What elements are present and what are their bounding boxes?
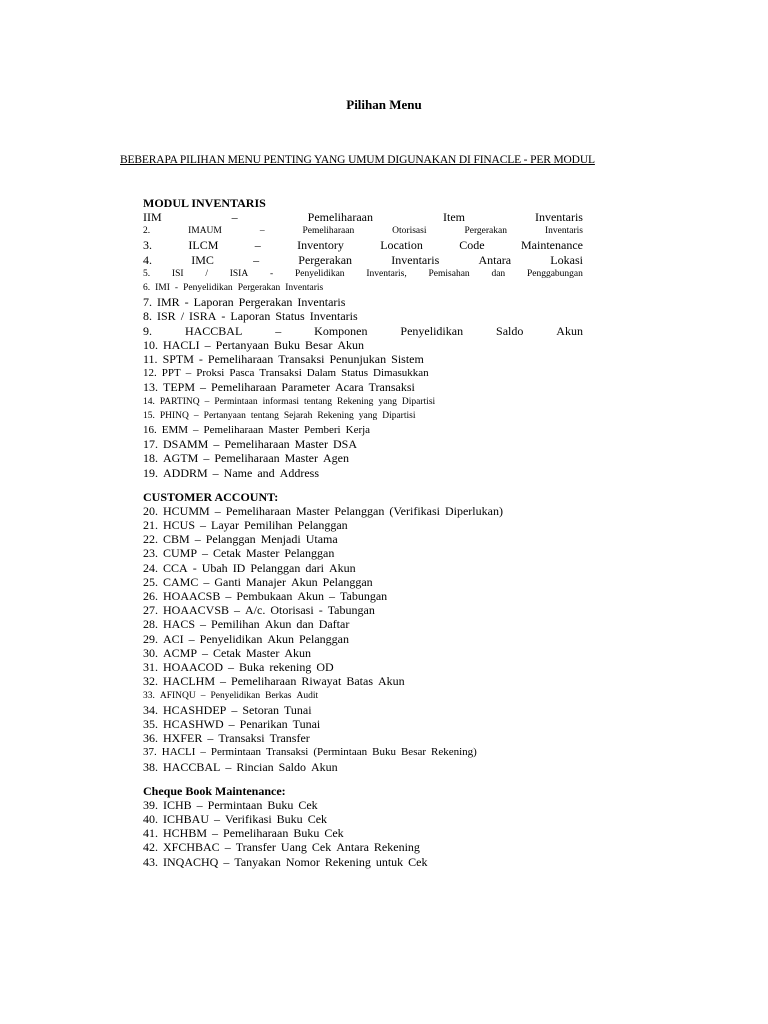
menu-item: 11. SPTM - Pemeliharaan Transaksi Penunjukan Sistem bbox=[143, 352, 424, 367]
menu-item: 7. IMR - Laporan Pergerakan Inventaris bbox=[143, 295, 346, 310]
menu-item: 8. ISR / ISRA - Laporan Status Inventaris bbox=[143, 309, 358, 324]
menu-section bbox=[143, 196, 583, 480]
menu-content bbox=[143, 196, 583, 879]
menu-item: 38. HACCBAL – Rincian Saldo Akun bbox=[143, 759, 338, 774]
menu-item: 12. PPT – Proksi Pasca Transaksi Dalam Status Dimasukkan bbox=[143, 367, 429, 380]
menu-item: 20. HCUMM – Pemeliharaan Master Pelanggan (Verifikasi Diperlukan) bbox=[143, 503, 503, 518]
menu-item: 5. ISI / ISIA - Penyelidikan Inventaris, Pemisahan dan Penggabungan bbox=[143, 268, 583, 279]
menu-item: 30. ACMP – Cetak Master Akun bbox=[143, 645, 312, 660]
section-heading: Cheque Book Maintenance: bbox=[143, 783, 286, 798]
menu-item: 2. IMAUM – Pemeliharaan Otorisasi Pergerakan Inventaris bbox=[143, 226, 583, 237]
menu-item: 25. CAMC – Ganti Manajer Akun Pelanggan bbox=[143, 574, 373, 589]
menu-item: 4. IMC – Pergerakan Inventaris Antara Lokasi bbox=[143, 252, 583, 267]
menu-item: 27. HOAACVSB – A/c. Otorisasi - Tabungan bbox=[143, 603, 375, 618]
menu-item: 31. HOAACOD – Buka rekening OD bbox=[143, 660, 334, 675]
menu-item: 15. PHINQ – Pertanyaan tentang Sejarah Rekening yang Dipartisi bbox=[143, 410, 416, 421]
menu-item: 26. HOAACSB – Pembukaan Akun – Tabungan bbox=[143, 589, 388, 604]
section-heading: MODUL INVENTARIS bbox=[143, 196, 266, 210]
menu-item: 43. INQACHQ – Tanyakan Nomor Rekening untuk Cek bbox=[143, 854, 428, 869]
menu-item: 35. HCASHWD – Penarikan Tunai bbox=[143, 716, 321, 731]
menu-item: 24. CCA - Ubah ID Pelanggan dari Akun bbox=[143, 560, 356, 575]
menu-item: 42. XFCHBAC – Transfer Uang Cek Antara Rekening bbox=[143, 840, 420, 855]
menu-item: 9. HACCBAL – Komponen Penyelidikan Saldo Akun bbox=[143, 323, 583, 338]
menu-item: 17. DSAMM – Pemeliharaan Master DSA bbox=[143, 437, 358, 452]
menu-item: 13. TEPM – Pemeliharaan Parameter Acara Transaksi bbox=[143, 380, 415, 395]
menu-item: 21. HCUS – Layar Pemilihan Pelanggan bbox=[143, 518, 348, 533]
menu-item: 34. HCASHDEP – Setoran Tunai bbox=[143, 702, 312, 717]
menu-item: 29. ACI – Penyelidikan Akun Pelanggan bbox=[143, 631, 349, 646]
menu-item: 14. PARTINQ – Permintaan informasi tentang Rekening yang Dipartisi bbox=[143, 396, 436, 407]
menu-item: 22. CBM – Pelanggan Menjadi Utama bbox=[143, 532, 338, 547]
menu-item: 18. AGTM – Pemeliharaan Master Agen bbox=[143, 451, 349, 466]
menu-item: 10. HACLI – Pertanyaan Buku Besar Akun bbox=[143, 337, 364, 352]
menu-item: 28. HACS – Pemilihan Akun dan Daftar bbox=[143, 617, 350, 632]
menu-item: 33. AFINQU – Penyelidikan Berkas Audit bbox=[143, 690, 319, 701]
menu-item: 6. IMI - Penyelidikan Pergerakan Inventaris bbox=[143, 283, 324, 294]
menu-item: 41. HCHBM – Pemeliharaan Buku Cek bbox=[143, 826, 344, 841]
section-heading: CUSTOMER ACCOUNT: bbox=[143, 489, 279, 504]
menu-item: 3. ILCM – Inventory Location Code Maintenance bbox=[143, 238, 583, 253]
page-title: Pilihan Menu bbox=[346, 97, 422, 112]
menu-item: 37. HACLI – Permintaan Transaksi (Permintaan Buku Besar Rekening) bbox=[143, 746, 477, 759]
menu-item: 40. ICHBAU – Verifikasi Buku Cek bbox=[143, 811, 328, 826]
menu-item: 39. ICHB – Permintaan Buku Cek bbox=[143, 797, 318, 812]
menu-section bbox=[143, 490, 583, 774]
menu-item: 36. HXFER – Transaksi Transfer bbox=[143, 731, 310, 746]
page-subtitle: BEBERAPA PILIHAN MENU PENTING YANG UMUM DIGUNAKAN DI FINACLE - PER MODUL bbox=[120, 154, 595, 166]
menu-item: 23. CUMP – Cetak Master Pelanggan bbox=[143, 546, 335, 561]
menu-item: IIM – Pemeliharaan Item Inventaris bbox=[143, 210, 583, 224]
menu-item: 16. EMM – Pemeliharaan Master Pemberi Kerja bbox=[143, 424, 371, 437]
menu-item: 32. HACLHM – Pemeliharaan Riwayat Batas Akun bbox=[143, 674, 405, 689]
menu-section bbox=[143, 784, 583, 869]
menu-item: 19. ADDRM – Name and Address bbox=[143, 465, 319, 480]
